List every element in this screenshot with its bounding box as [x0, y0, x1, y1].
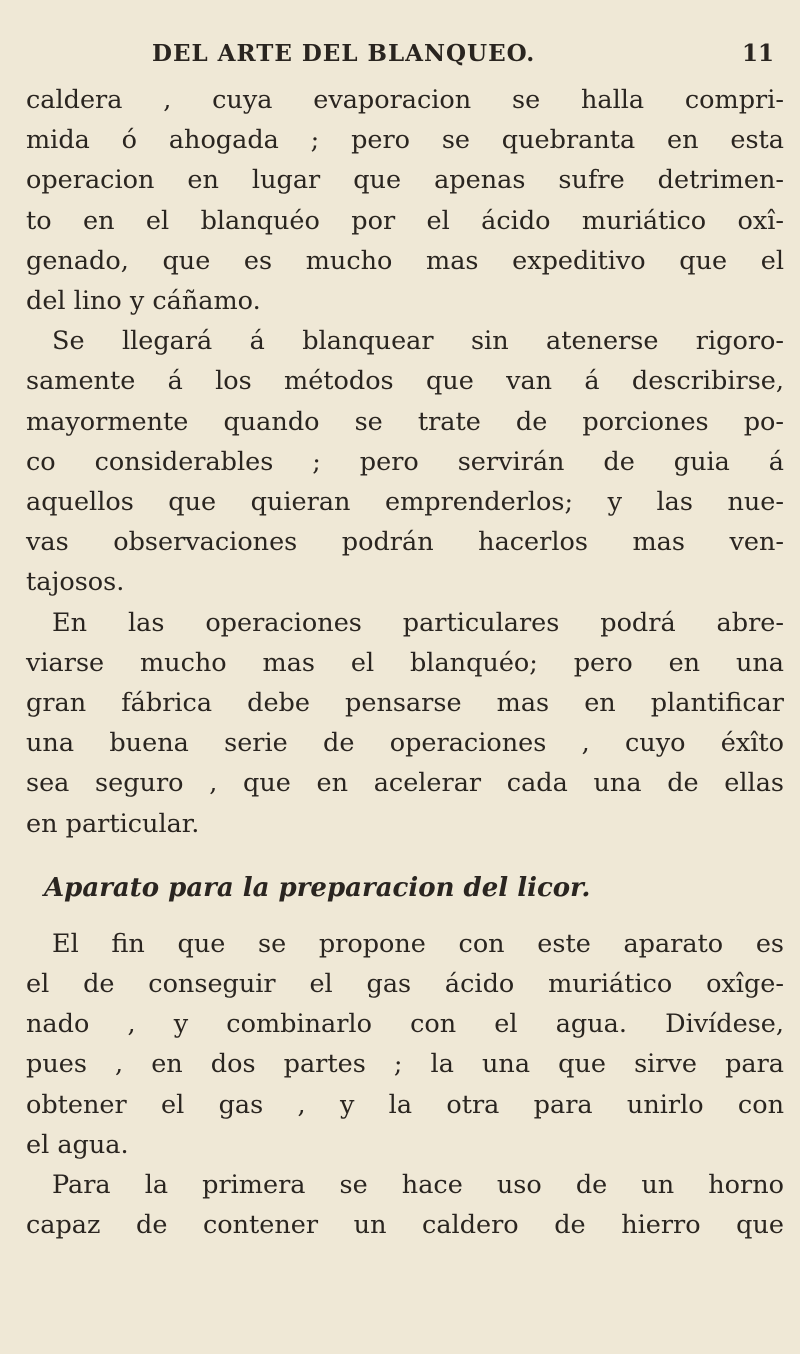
- text-line: en particular.: [26, 808, 200, 839]
- text-line: viarse mucho mas el blanquéo; pero en una: [26, 647, 784, 678]
- page-body: [26, 80, 784, 1245]
- text-line: obtener el gas , y la otra para unirlo con: [26, 1089, 784, 1120]
- section-heading: Aparato para la preparacion del licor.: [44, 872, 591, 903]
- text-line: co considerables ; pero servirán de guia á: [26, 446, 784, 477]
- text-line: genado, que es mucho mas expeditivo que el: [26, 245, 784, 276]
- paragraph-horno: [26, 1165, 784, 1245]
- paragraph-aparato: [26, 924, 784, 1165]
- text-line: Se llegará á blanquear sin atenerse rigoro-: [52, 326, 784, 357]
- text-line: capaz de contener un caldero de hierro que: [26, 1210, 784, 1241]
- text-line: vas observaciones podrán hacerlos mas ven-: [26, 527, 784, 558]
- text-line: nado , y combinarlo con el agua. Divídese,: [26, 1009, 784, 1040]
- paragraph-operaciones: [26, 603, 784, 844]
- text-line: aquellos que quieran emprenderlos; y las nue-: [26, 487, 784, 518]
- text-line: caldera , cuya evaporacion se halla compri-: [26, 85, 784, 115]
- text-line: sea seguro , que en acelerar cada una de ellas: [26, 768, 784, 799]
- text-line: to en el blanquéo por el ácido muriático oxî-: [26, 205, 784, 236]
- paragraph-continuation: [26, 80, 784, 321]
- text-line: mayormente quando se trate de porciones po-: [26, 406, 784, 437]
- text-line: mida ó ahogada ; pero se quebranta en esta: [26, 125, 784, 156]
- text-line: pues , en dos partes ; la una que sirve para: [26, 1049, 784, 1080]
- running-head: DEL ARTE DEL BLANQUEO.: [152, 40, 536, 67]
- text-line: el de conseguir el gas ácido muriático oxîge-: [26, 969, 784, 1000]
- text-line: En las operaciones particulares podrá abre-: [52, 607, 784, 638]
- text-line: una buena serie de operaciones , cuyo éxîto: [26, 728, 784, 759]
- text-line: operacion en lugar que apenas sufre detrimen-: [26, 165, 784, 196]
- text-line: gran fábrica debe pensarse mas en plantificar: [26, 688, 784, 719]
- page-header: [0, 40, 800, 80]
- text-line: el agua.: [26, 1129, 129, 1160]
- text-line: El fin que se propone con este aparato es: [52, 928, 784, 959]
- text-line: Para la primera se hace uso de un horno: [52, 1170, 784, 1201]
- paragraph-metodos: [26, 321, 784, 602]
- page-number: 11: [741, 40, 774, 67]
- text-line: del lino y cáñamo.: [26, 286, 261, 317]
- text-line: samente á los métodos que van á describirse,: [26, 366, 784, 397]
- text-line: tajosos.: [26, 567, 125, 598]
